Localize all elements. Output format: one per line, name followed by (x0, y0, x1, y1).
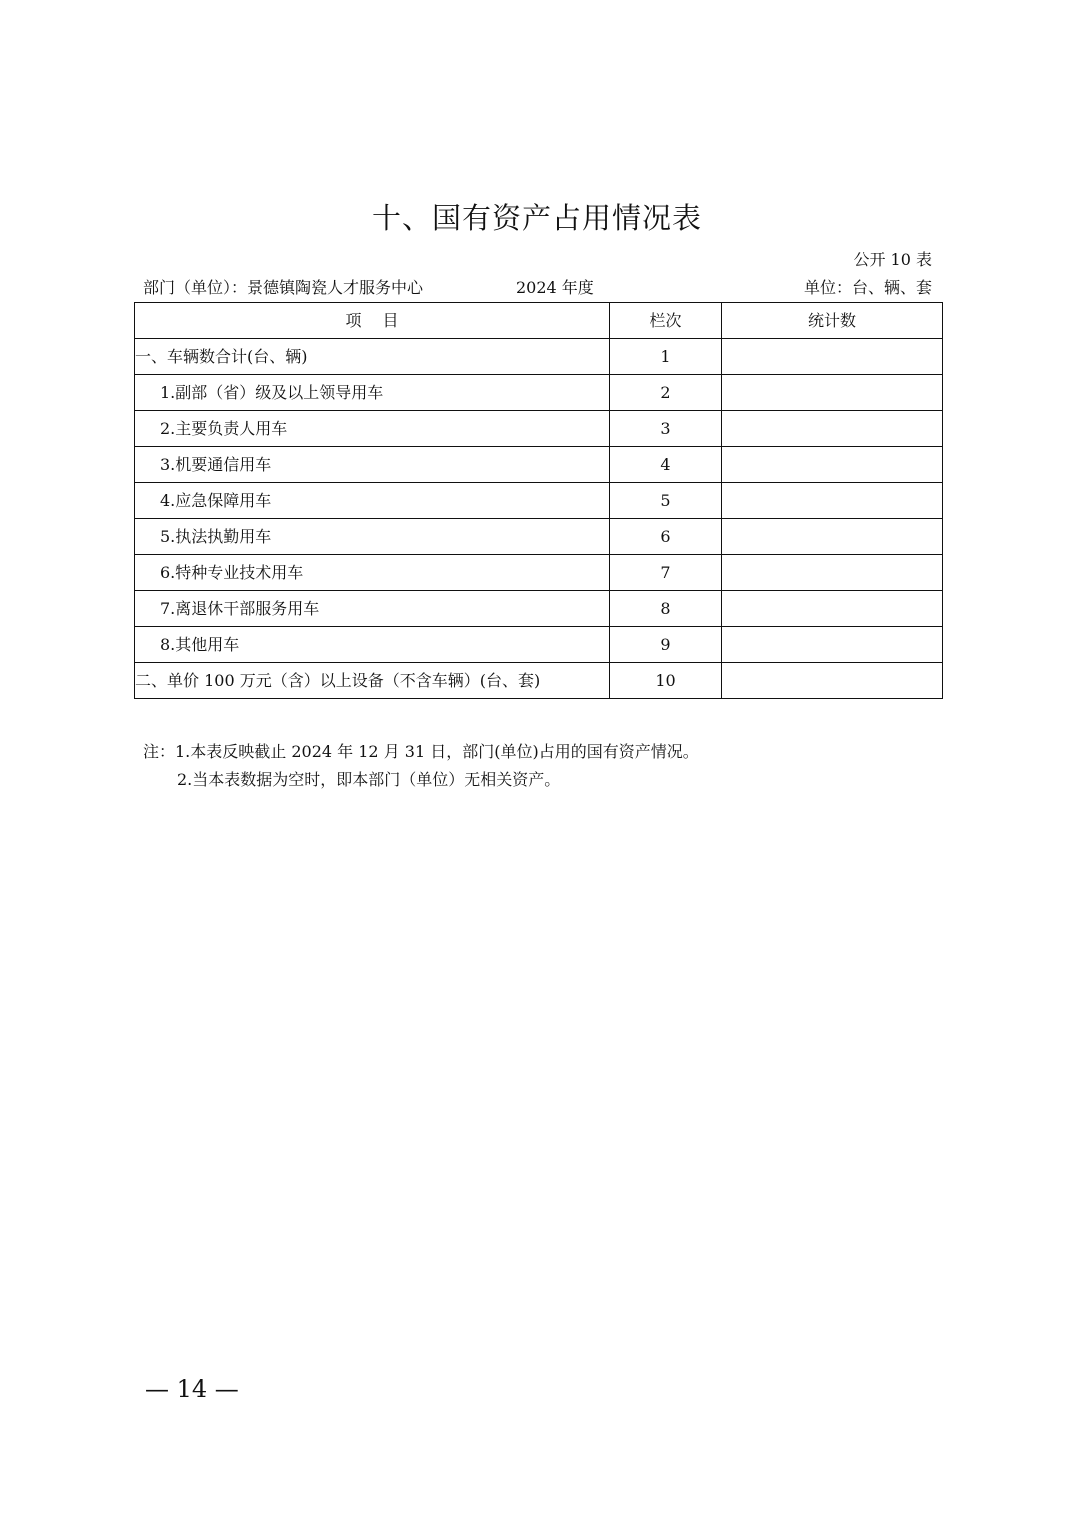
row-column-number: 2 (610, 375, 722, 411)
row-item-label: 5.执法执勤用车 (135, 519, 610, 555)
table-row (135, 483, 943, 519)
row-stat-value (722, 375, 943, 411)
row-stat-value (722, 519, 943, 555)
row-item-label: 2.主要负责人用车 (135, 411, 610, 447)
row-item-label: 6.特种专业技术用车 (135, 555, 610, 591)
row-column-number: 1 (610, 339, 722, 375)
table-row (135, 555, 943, 591)
row-stat-value (722, 555, 943, 591)
table-row (135, 339, 943, 375)
row-column-number: 6 (610, 519, 722, 555)
row-item-label: 3.机要通信用车 (135, 447, 610, 483)
note-2: 2.当本表数据为空时，即本部门（单位）无相关资产。 (177, 770, 561, 789)
table-row (135, 591, 943, 627)
row-stat-value (722, 591, 943, 627)
notes (143, 738, 699, 794)
unit-label: 单位：台、辆、套 (803, 278, 932, 297)
header-value: 统计数 (722, 303, 943, 339)
table-header-row (135, 303, 943, 339)
table-row (135, 663, 943, 699)
department-label: 部门（单位）：景德镇陶瓷人才服务中心 (143, 278, 424, 297)
header-item: 项 目 (135, 303, 610, 339)
page-number: — 14 — (145, 1375, 239, 1403)
row-stat-value (722, 339, 943, 375)
row-column-number: 10 (610, 663, 722, 699)
table-row (135, 411, 943, 447)
table-body (135, 339, 943, 699)
row-item-label: 1.副部（省）级及以上领导用车 (135, 375, 610, 411)
asset-table (134, 302, 943, 699)
row-column-number: 7 (610, 555, 722, 591)
note-1: 注：1.本表反映截止 2024 年 12 月 31 日，部门(单位)占用的国有资产情况。 (143, 742, 699, 761)
row-stat-value (722, 663, 943, 699)
page-title: 十、国有资产占用情况表 (371, 201, 702, 235)
table-row (135, 519, 943, 555)
table-row (135, 447, 943, 483)
header-col-no: 栏次 (610, 303, 722, 339)
table-row (135, 627, 943, 663)
row-stat-value (722, 627, 943, 663)
row-column-number: 4 (610, 447, 722, 483)
row-item-label: 二、单价 100 万元（含）以上设备（不含车辆）(台、套) (135, 663, 610, 699)
row-stat-value (722, 411, 943, 447)
row-stat-value (722, 447, 943, 483)
row-column-number: 8 (610, 591, 722, 627)
row-column-number: 9 (610, 627, 722, 663)
table-code: 公开 10 表 (853, 250, 932, 269)
row-item-label: 8.其他用车 (135, 627, 610, 663)
row-column-number: 3 (610, 411, 722, 447)
row-stat-value (722, 483, 943, 519)
table-row (135, 375, 943, 411)
row-column-number: 5 (610, 483, 722, 519)
row-item-label: 7.离退休干部服务用车 (135, 591, 610, 627)
report-year: 2024 年度 (516, 278, 594, 297)
row-item-label: 一、车辆数合计(台、辆) (135, 339, 610, 375)
row-item-label: 4.应急保障用车 (135, 483, 610, 519)
